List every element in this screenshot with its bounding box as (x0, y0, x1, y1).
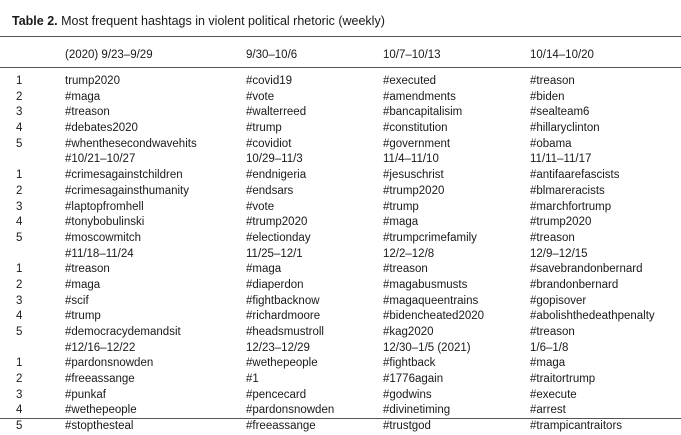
hashtag-cell: #divinetiming (383, 404, 451, 417)
hashtag-cell: #vote (246, 90, 275, 103)
rank-cell: 4 (16, 404, 23, 417)
table-body (0, 74, 681, 435)
hashtag-cell: #savebrandonbernard (530, 263, 643, 276)
hashtag-cell: #amendments (383, 90, 456, 103)
rank-cell: 3 (16, 200, 23, 213)
hashtag-cell: #freeassange (246, 420, 316, 433)
rank-cell: 1 (16, 263, 23, 276)
hashtag-cell: #tonybobulinski (65, 216, 145, 229)
rank-cell: 5 (16, 231, 23, 244)
hashtag-cell: #crimesagainstchildren (65, 169, 183, 182)
table-row-week-header (0, 341, 681, 357)
hashtag-cell: 10/29–11/3 (246, 153, 303, 166)
hashtag-cell: #arrest (530, 404, 566, 417)
hashtag-cell: #diaperdon (246, 278, 304, 291)
hashtag-cell: #marchfortrump (530, 200, 612, 213)
table-row (0, 403, 681, 419)
hashtag-cell: #antifaarefascists (530, 169, 620, 182)
hashtag-cell: #godwins (383, 388, 432, 401)
hashtag-cell: #debates2020 (65, 122, 138, 135)
hashtag-cell: #magabusmusts (383, 278, 468, 291)
column-header-week-1: (2020) 9/23–9/29 (65, 49, 153, 61)
table-row (0, 90, 681, 106)
hashtag-cell: #trump (65, 310, 101, 323)
table-row (0, 200, 681, 216)
table-row (0, 74, 681, 90)
hashtag-cell: #fightbacknow (246, 294, 320, 307)
column-header-week-3: 10/7–10/13 (383, 49, 441, 61)
table-row-week-header (0, 247, 681, 263)
table-row (0, 231, 681, 247)
hashtag-cell: #crimesagainsthumanity (65, 184, 190, 197)
rank-cell: 4 (16, 310, 23, 323)
hashtag-cell: #1 (246, 373, 259, 386)
hashtag-cell: 11/25–12/1 (246, 247, 303, 260)
hashtag-cell: #moscowmitch (65, 231, 142, 244)
hashtag-cell: #government (383, 137, 451, 150)
hashtag-cell: #vote (246, 200, 275, 213)
hashtag-cell: #democracydemandsit (65, 326, 181, 338)
hashtag-cell: #stopthesteal (65, 420, 134, 433)
table-row (0, 388, 681, 404)
hashtag-cell: 12/9–12/15 (530, 247, 588, 260)
rank-cell: 5 (16, 137, 23, 150)
hashtag-cell: #covidiot (246, 137, 292, 150)
hashtag-cell: #treason (530, 231, 575, 244)
hashtag-cell: #blmareracists (530, 184, 605, 197)
table-row (0, 419, 681, 435)
column-header-week-2: 9/30–10/6 (246, 49, 298, 61)
hashtag-cell: #pardonsnowden (246, 404, 335, 417)
hashtag-cell: #pardonsnowden (65, 357, 154, 370)
hashtag-cell: #laptopfromhell (65, 200, 144, 213)
hashtag-cell: #1776again (383, 373, 444, 386)
hashtag-cell: #abolishthedeathpenalty (530, 310, 655, 323)
hashtag-cell: #freeassange (65, 373, 135, 386)
rank-cell: 4 (16, 216, 23, 229)
hashtag-cell: #treason (65, 106, 110, 119)
hashtag-cell: #gopisover (530, 294, 587, 307)
hashtag-cell: #maga (65, 90, 101, 103)
header-rule (0, 67, 681, 68)
hashtag-cell: #treason (530, 326, 575, 338)
rank-cell: 2 (16, 373, 23, 386)
hashtag-cell: #treason (65, 263, 110, 276)
hashtag-cell: 12/30–1/5 (2021) (383, 341, 471, 354)
hashtag-cell: #headsmustroll (246, 326, 324, 338)
hashtag-cell: #treason (383, 263, 428, 276)
hashtag-cell: #10/21–10/27 (65, 153, 136, 166)
hashtag-cell: #wethepeople (65, 404, 137, 417)
hashtag-cell: 12/23–12/29 (246, 341, 310, 354)
hashtag-cell: #treason (530, 75, 575, 87)
hashtag-cell: #trumpcrimefamily (383, 231, 477, 244)
table-row-week-header (0, 152, 681, 168)
hashtag-cell: #11/18–11/24 (65, 247, 134, 260)
hashtag-cell: #trump2020 (383, 184, 445, 197)
hashtag-cell: #electionday (246, 231, 311, 244)
hashtag-cell: #endsars (246, 184, 294, 197)
table-row (0, 294, 681, 310)
hashtag-cell: #trump (383, 200, 419, 213)
hashtag-cell: #covid19 (246, 75, 293, 87)
hashtag-cell: #pencecard (246, 388, 307, 401)
hashtag-cell: #maga (530, 357, 566, 370)
hashtag-cell: #bidencheated2020 (383, 310, 485, 323)
hashtag-cell: #walterreed (246, 106, 307, 119)
rank-cell: 1 (16, 357, 23, 370)
rank-cell: 5 (16, 420, 23, 433)
rank-cell: 3 (16, 106, 23, 119)
hashtag-cell: #sealteam6 (530, 106, 590, 119)
hashtag-cell: #punkaf (65, 388, 106, 401)
hashtag-cell: #endnigeria (246, 169, 307, 182)
hashtag-cell: #trump2020 (530, 216, 592, 229)
hashtag-cell: 11/11–11/17 (530, 153, 592, 166)
hashtag-cell: #12/16–12/22 (65, 341, 136, 354)
hashtag-cell: #execute (530, 388, 577, 401)
hashtag-cell: 12/2–12/8 (383, 247, 435, 260)
table-row (0, 105, 681, 121)
caption-label: Table 2. (12, 14, 58, 28)
hashtag-cell: #wethepeople (246, 357, 318, 370)
hashtag-cell: #hillaryclinton (530, 122, 600, 135)
table-row (0, 137, 681, 153)
table-row (0, 184, 681, 200)
table-row (0, 262, 681, 278)
rank-cell: 5 (16, 326, 23, 338)
hashtag-cell: #traitortrump (530, 373, 596, 386)
hashtag-cell: #whenthesecondwavehits (65, 137, 197, 150)
hashtag-cell: #biden (530, 90, 565, 103)
table-row (0, 309, 681, 325)
hashtag-cell: #maga (246, 263, 282, 276)
rank-cell: 3 (16, 294, 23, 307)
hashtag-cell: #jesuschrist (383, 169, 444, 182)
hashtag-cell: #obama (530, 137, 572, 150)
rank-cell: 2 (16, 90, 23, 103)
hashtag-cell: #kag2020 (383, 326, 434, 338)
hashtag-cell: #fightback (383, 357, 436, 370)
hashtag-cell: #constitution (383, 122, 448, 135)
column-header-week-4: 10/14–10/20 (530, 49, 594, 61)
table-row (0, 121, 681, 137)
hashtag-cell: #richardmoore (246, 310, 321, 323)
rank-cell: 1 (16, 75, 23, 87)
bottom-rule (0, 418, 681, 419)
rank-cell: 3 (16, 388, 23, 401)
hashtag-cell: #trustgod (383, 420, 431, 433)
rank-cell: 2 (16, 278, 23, 291)
hashtag-cell: #executed (383, 75, 437, 87)
rank-cell: 2 (16, 184, 23, 197)
hashtag-cell: 11/4–11/10 (383, 153, 439, 166)
table-row (0, 278, 681, 294)
table-row (0, 356, 681, 372)
caption-title: Most frequent hashtags in violent political rhetoric (weekly) (61, 14, 385, 28)
hashtag-cell: 1/6–1/8 (530, 341, 569, 354)
hashtag-cell: #trump2020 (246, 216, 308, 229)
hashtag-cell: #scif (65, 294, 89, 307)
hashtag-cell: #brandonbernard (530, 278, 619, 291)
table-row (0, 215, 681, 231)
hashtag-cell: trump2020 (65, 75, 120, 87)
hashtag-cell: #bancapitalisim (383, 106, 463, 119)
hashtag-cell: #trampicantraitors (530, 420, 623, 433)
rank-cell: 4 (16, 122, 23, 135)
hashtag-cell: #maga (383, 216, 419, 229)
top-rule (0, 36, 681, 37)
table-row (0, 325, 681, 341)
table-caption (12, 13, 385, 29)
hashtag-cell: #trump (246, 122, 282, 135)
hashtag-cell: #magaqueentrains (383, 294, 479, 307)
table-row (0, 372, 681, 388)
hashtag-cell: #maga (65, 278, 101, 291)
rank-cell: 1 (16, 169, 23, 182)
table-row (0, 168, 681, 184)
